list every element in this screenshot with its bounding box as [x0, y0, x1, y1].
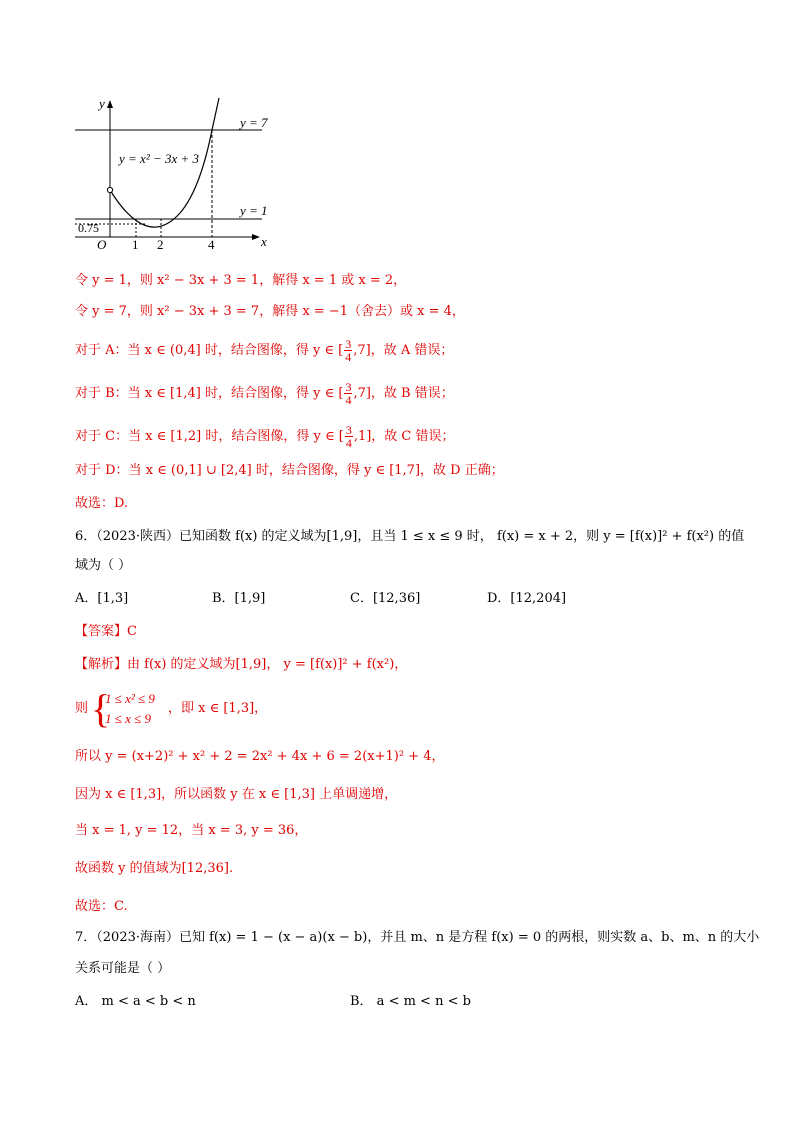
y-tick-label: 0.75: [78, 221, 99, 235]
q5-option-d-analysis: 对于 D：当 x ∈ (0,1] ∪ [2,4] 时，结合图像，得 y ∈ [1,7]，故 D 正确；: [75, 463, 504, 478]
q7-option-b: B． a < m < n < b: [350, 994, 471, 1009]
q6-option-d: D．[12,204]: [487, 591, 567, 606]
q7-stem-line2: 关系可能是（ ）: [75, 961, 171, 976]
fraction-three-quarters: $\frac{3}{4}$: [345, 423, 352, 450]
q5-c-pre: 对于 C：当 x ∈ [1,2] 时，结合图像，得 y ∈ [: [75, 429, 344, 444]
q5-step1: 令 y = 1，则 x² − 3x + 3 = 1，解得 x = 1 或 x = 2，: [75, 273, 407, 288]
q6-step1: 所以 y = (x+2)² + x² + 2 = 2x² + 4x + 6 = 2(x+1)² + 4，: [75, 749, 445, 764]
x-axis-label: x: [261, 234, 267, 249]
q6-option-b: B．[1,9]: [212, 591, 266, 606]
q6-step2: 因为 x ∈ [1,3]，所以函数 y 在 x ∈ [1,3] 上单调递增，: [75, 787, 398, 802]
label-y1: y = 1: [240, 203, 268, 218]
fraction-three-quarters: $\frac{3}{4}$: [345, 380, 352, 407]
curve-label: y = x² − 3x + 3: [119, 151, 200, 166]
q6-analysis-intro: 【解析】由 f(x) 的定义域为[1,9]， y = [f(x)]² + f(x²)，: [75, 657, 408, 672]
open-point: [107, 187, 112, 192]
q6-stem-line2: 域为（ ）: [75, 558, 132, 573]
q6-choice: 故选：C.: [75, 899, 128, 914]
q5-c-post: ,1]，故 C 错误；: [353, 429, 455, 444]
q5-b-post: ,7]，故 B 错误；: [353, 386, 454, 401]
x-tick-2: 2: [157, 237, 164, 252]
q6-option-a: A．[1,3]: [75, 591, 129, 606]
q5-a-post: ,7]，故 A 错误；: [353, 343, 454, 358]
label-y7: y = 7: [240, 115, 268, 130]
q6-system-prefix: 则: [75, 701, 89, 716]
x-tick-1: 1: [132, 237, 139, 252]
x-axis-arrow: [252, 234, 260, 240]
q6-stem-line1: 6．（2023·陕西）已知函数 f(x) 的定义域为[1,9]，且当 1 ≤ x ≤ 9 时， f(x) = x + 2，则 y = [f(x)]² + f(x²) 的值: [75, 529, 745, 544]
q6-answer: 【答案】C: [75, 624, 137, 639]
q5-step2: 令 y = 7，则 x² − 3x + 3 = 7，解得 x = −1（舍去）或 x = 4，: [75, 304, 465, 319]
q6-step3: 当 x = 1, y = 12，当 x = 3, y = 36，: [75, 823, 308, 838]
q5-choice: 故选：D.: [75, 496, 129, 511]
x-tick-4: 4: [208, 237, 215, 252]
q5-b-pre: 对于 B：当 x ∈ [1,4] 时，结合图像，得 y ∈ [: [75, 386, 344, 401]
y-axis-label: y: [99, 96, 105, 111]
q7-stem-line1: 7．（2023·海南）已知 f(x) = 1 − (x − a)(x − b)，并且 m、n 是方程 f(x) = 0 的两根，则实数 a、b、m、n 的大小: [75, 930, 760, 945]
q7-option-a: A． m < a < b < n: [75, 994, 196, 1009]
q5-a-pre: 对于 A：当 x ∈ (0,4] 时，结合图像，得 y ∈ [: [75, 343, 344, 358]
q5-option-b-analysis: [75, 381, 454, 406]
q5-option-c-analysis: [75, 424, 455, 449]
fraction-three-quarters: $\frac{3}{4}$: [345, 337, 352, 364]
q6-step4: 故函数 y 的值域为[12,36].: [75, 861, 234, 876]
q6-system-row2: 1 ≤ x ≤ 9: [105, 711, 152, 726]
q6-option-c: C．[12,36]: [350, 591, 421, 606]
system-brace: {: [91, 686, 111, 731]
q5-option-a-analysis: [75, 338, 453, 363]
y-axis-arrow: [107, 100, 113, 108]
q6-system-row1: 1 ≤ x² ≤ 9: [105, 691, 155, 706]
q6-system-suffix: ，即 x ∈ [1,3]，: [168, 701, 268, 716]
origin-label: O: [97, 237, 107, 252]
